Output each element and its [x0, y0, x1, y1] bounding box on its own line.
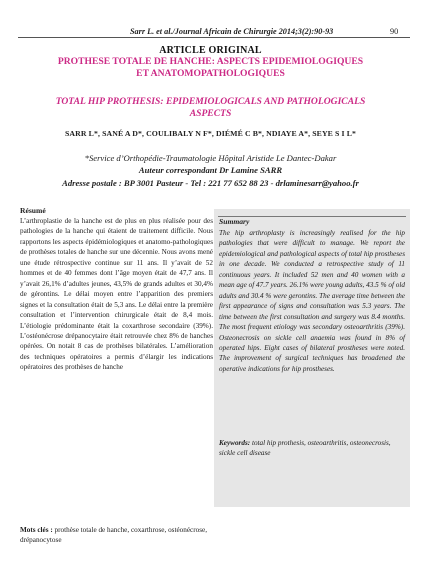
- mots-cles: [20, 525, 213, 545]
- resume-text: L’arthroplastie de la hanche est de plus en plus réalisée pour des pathologies de la hanche qui étaient de traitement difficile. Nous rapportons les aspects épidémiologiques et anatomo-pathologiques de prothèses totales de hanche sur une décennie. Nous avons mené une étude rétrospective continue sur 11 ans. Il y’avait de 52 hommes et de 40 femmes dont l’âge moyen était de 47,7 ans. Il y’avait 26,1% d’adultes jeunes, 43,5% de grands adultes et 30,4% de gérontins. Le délai moyen entre l’apparition des premiers signes et la consultation était de 5,3 ans. Le délai entre la première consultation et l’intervention chirurgicale était de 8,4 mois. L’étiologie prédominante était la coxarthrose secondaire (39%). L’ostéonécrose drépanocytaire était retrouvée chez 8% de hanches opérées. On notait 8 cas de prothèses bilatérales. L’amélioration des techniques opératoires a permis d’élargir les indications opératoires des prothèses de hanche: [20, 217, 213, 372]
- summary-box: [214, 209, 410, 507]
- keywords: [219, 438, 405, 458]
- summary-text: The hip arthroplasty is increasingly realised for the hip pathologies that were difficult to manage. We report the epidemiological and pathological aspects of total hip prostheses in one decade. We conducted a retrospective study of 11 continuous years. It included 52 men and 40 women with a mean age of 47.7 years. 26.1% were young adults, 43.5 % of old adults and 30.4 % were gerontins. The average time between the first appearance of signs and consultation was 5.3 years. The time between the first consultation and surgery was 8.4 months. The most frequent etiology was secondary osteoarthritis (39%). Osteonecrosis on sickle cell anaemia was found in 8% of operated hips. Eight cases of bilateral prostheses were noted. The improvement of surgical techniques has broadened the operative indications for hip prostheses.: [219, 229, 405, 373]
- title-french: [0, 56, 421, 79]
- title-english: [0, 96, 421, 119]
- page-number: 90: [390, 27, 399, 36]
- affiliation: *Service d’Orthopédie-Traumatologie Hôpital Aristide Le Dantec-Dakar: [84, 153, 337, 163]
- article-type: ARTICLE ORIGINAL: [159, 45, 262, 56]
- mots-cles-label: Mots clés :: [20, 526, 53, 534]
- resume-column: [20, 206, 213, 550]
- running-header: Sarr L. et al./Journal Africain de Chirurgie 2014;3(2):90-93: [130, 27, 334, 36]
- postal-address: Adresse postale : BP 3001 Pasteur - Tel : 221 77 652 88 23 - drlaminesarr@yahoo.fr: [62, 178, 359, 188]
- summary-heading: Summary: [219, 217, 250, 226]
- title-english-line-1: TOTAL HIP PROTHESIS: EPIDEMIOLOGICALS AND PATHOLOGICALS: [55, 96, 366, 107]
- keywords-values: total hip prothesis, osteoarthritis, osteonecrosis, sickle cell disease: [219, 439, 391, 457]
- keywords-label: Keywords:: [219, 439, 251, 447]
- author-list: SARR L*, SANÉ A D*, COULIBALY N F*, DIÉMÉ C B*, NDIAYE A*, SEYE S I L*: [65, 129, 356, 138]
- summary-rule: [218, 216, 406, 217]
- title-french-line-1: PROTHESE TOTALE DE HANCHE: ASPECTS EPIDEMIOLOGIQUES: [57, 56, 364, 67]
- title-french-line-2: ET ANATOMOPATHOLOGIQUES: [136, 67, 285, 79]
- mots-cles-values: prothèse totale de hanche, coxarthrose, ostéonécrose, drépanocytose: [20, 526, 208, 544]
- title-english-line-2: ASPECTS: [189, 107, 232, 119]
- resume-heading: Résumé: [20, 206, 46, 215]
- corresponding-author: Auteur correspondant Dr Lamine SARR: [138, 165, 283, 175]
- header-rule: [18, 37, 410, 38]
